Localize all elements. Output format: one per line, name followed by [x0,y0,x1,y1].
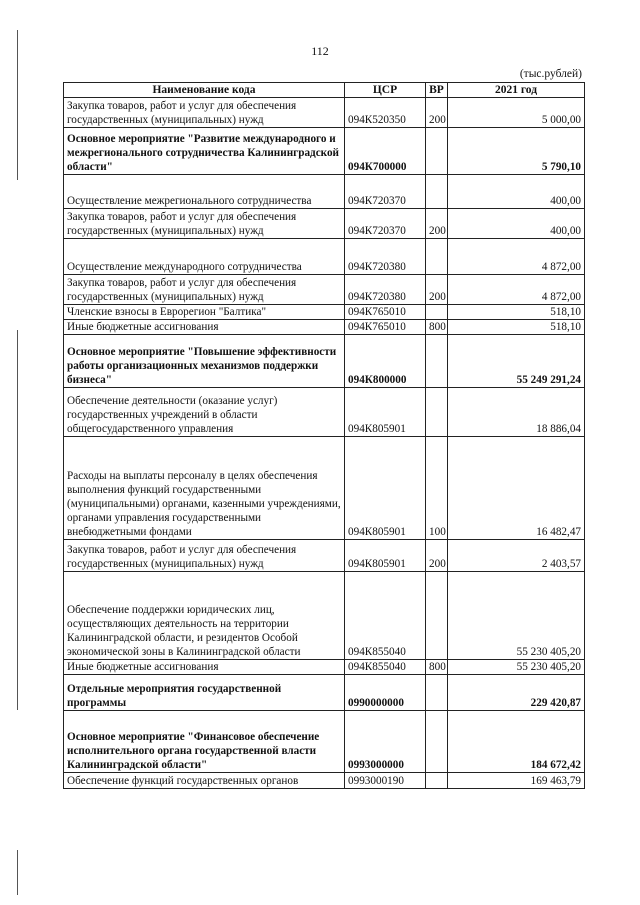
row-sum: 518,10 [448,320,585,335]
row-sum: 2 403,57 [448,540,585,572]
row-vr [426,572,448,660]
row-name: Иные бюджетные ассигнования [64,660,345,675]
row-name: Обеспечение деятельности (оказание услуг) государственных учреждений в области общегосударственного управления [64,388,345,437]
row-sum: 55 230 405,20 [448,660,585,675]
table-row [64,335,585,388]
row-name: Отдельные мероприятия государственной программы [64,675,345,711]
table-row [64,437,585,540]
row-vr [426,675,448,711]
row-name: Закупка товаров, работ и услуг для обеспечения государственных (муниципальных) нужд [64,98,345,128]
row-name: Обеспечение функций государственных органов [64,773,345,789]
table-row [64,275,585,305]
row-name: Осуществление международного сотрудничества [64,239,345,275]
row-csr: 0993000190 [345,773,426,789]
header-csr: ЦСР [345,83,426,98]
scan-margin-line [17,330,18,710]
row-sum: 400,00 [448,209,585,239]
table-row [64,660,585,675]
row-name: Расходы на выплаты персоналу в целях обеспечения выполнения функций государственными (муниципальными) органами, казенными учреждениями, органами управления государственными внебюджетными фондами [64,437,345,540]
row-name: Осуществление межрегионального сотрудничества [64,175,345,209]
table-row [64,175,585,209]
row-vr: 800 [426,320,448,335]
row-vr [426,239,448,275]
row-csr: 094К720370 [345,175,426,209]
table-row [64,128,585,175]
row-sum: 18 886,04 [448,388,585,437]
row-csr: 094К720380 [345,275,426,305]
row-csr: 094К855040 [345,660,426,675]
header-year: 2021 год [448,83,585,98]
row-vr [426,305,448,320]
budget-table [63,82,585,789]
table-row [64,209,585,239]
table-row [64,305,585,320]
row-vr: 200 [426,98,448,128]
table-row [64,773,585,789]
row-vr [426,388,448,437]
row-name: Основное мероприятие "Финансовое обеспечение исполнительного органа государственной власти Калининградской области" [64,711,345,773]
row-name: Закупка товаров, работ и услуг для обеспечения государственных (муниципальных) нужд [64,540,345,572]
row-name: Основное мероприятие "Повышение эффективности работы организационных механизмов поддержки бизнеса" [64,335,345,388]
row-csr: 094К805901 [345,388,426,437]
row-vr [426,773,448,789]
table-row [64,239,585,275]
table-row [64,711,585,773]
row-name: Иные бюджетные ассигнования [64,320,345,335]
table-row [64,98,585,128]
row-sum: 16 482,47 [448,437,585,540]
row-vr: 100 [426,437,448,540]
row-sum: 169 463,79 [448,773,585,789]
row-vr [426,175,448,209]
row-vr [426,711,448,773]
row-sum: 55 230 405,20 [448,572,585,660]
table-header-row [64,83,585,98]
table-row [64,675,585,711]
row-vr [426,128,448,175]
table-row [64,388,585,437]
row-sum: 4 872,00 [448,239,585,275]
row-csr: 094К765010 [345,320,426,335]
page-number: 112 [311,44,329,58]
row-csr: 094К800000 [345,335,426,388]
row-sum: 184 672,42 [448,711,585,773]
row-vr [426,335,448,388]
row-vr: 200 [426,540,448,572]
row-sum: 229 420,87 [448,675,585,711]
scan-margin-line [17,850,18,895]
row-csr: 094К805901 [345,437,426,540]
row-name: Обеспечение поддержки юридических лиц, осуществляющих деятельность на территории Калининградской области, и резидентов Особой экономической зоны в Калининградской области [64,572,345,660]
row-csr: 094К855040 [345,572,426,660]
row-sum: 55 249 291,24 [448,335,585,388]
row-csr: 094К700000 [345,128,426,175]
row-csr: 094К720380 [345,239,426,275]
row-sum: 5 000,00 [448,98,585,128]
table-row [64,540,585,572]
header-name: Наименование кода [64,83,345,98]
header-vr: ВР [426,83,448,98]
row-vr: 200 [426,275,448,305]
row-csr: 094К765010 [345,305,426,320]
row-csr: 094К805901 [345,540,426,572]
row-name: Основное мероприятие "Развитие международного и межрегионального сотрудничества Калининградской области" [64,128,345,175]
row-sum: 4 872,00 [448,275,585,305]
row-csr: 0990000000 [345,675,426,711]
row-csr: 094К520350 [345,98,426,128]
row-csr: 094К720370 [345,209,426,239]
row-name: Членские взносы в Еврорегион "Балтика" [64,305,345,320]
table-row [64,572,585,660]
units-label: (тыс.рублей) [519,68,582,80]
row-name: Закупка товаров, работ и услуг для обеспечения государственных (муниципальных) нужд [64,275,345,305]
row-sum: 5 790,10 [448,128,585,175]
row-sum: 518,10 [448,305,585,320]
row-csr: 0993000000 [345,711,426,773]
row-name: Закупка товаров, работ и услуг для обеспечения государственных (муниципальных) нужд [64,209,345,239]
row-sum: 400,00 [448,175,585,209]
table-row [64,320,585,335]
row-vr: 200 [426,209,448,239]
row-vr: 800 [426,660,448,675]
